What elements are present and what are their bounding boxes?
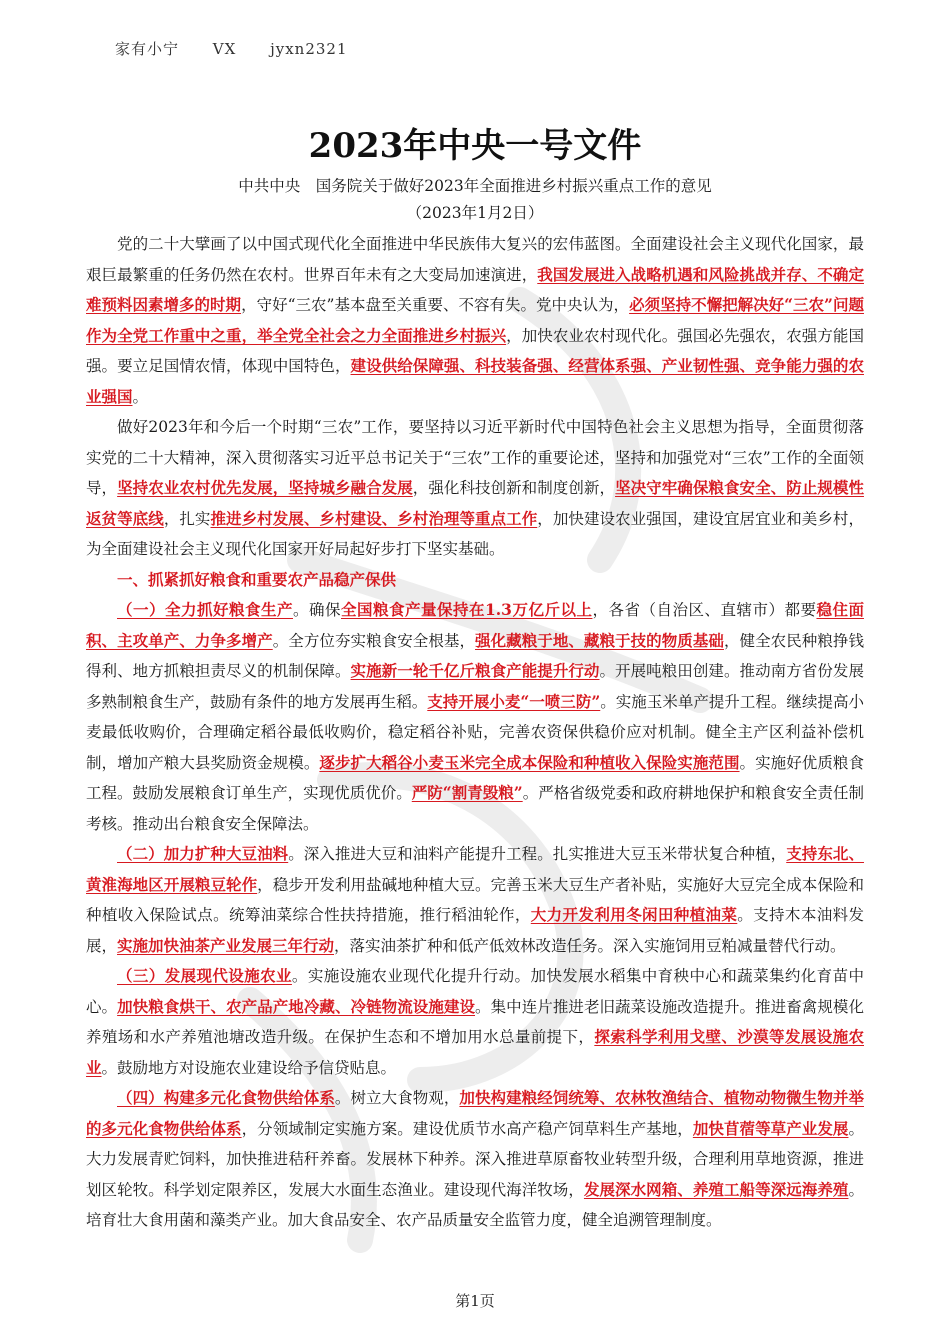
- body-paragraph: [86, 229, 864, 412]
- highlighted-text: 支持开展小麦“一喷三防”: [427, 691, 601, 711]
- highlighted-text: 加快构建粮经饲统筹、农林牧渔结合、植物动物微生物并举的多元化食物供给体系: [86, 1088, 864, 1138]
- paragraph-text: ，守好“三农”基本盘至关重要、不容有失。党中央认为，: [241, 296, 630, 314]
- paragraph-text: 做好2023年和今后一个时期“三农”工作，要坚持以习近平新时代中国特色社会主义思想为指导，全面贯彻落实党的二十大精神，深入贯彻落实习近平总书记关于“三农”工作的重要论述，坚持和加强党对“三农”工作的全面领导，: [86, 418, 864, 497]
- header-name: 家有小宁: [115, 40, 180, 58]
- paragraph-text: ，强化科技创新和制度创新，: [412, 479, 616, 497]
- highlighted-text: 发展深水网箱、养殖工船等深远海养殖: [583, 1179, 849, 1199]
- paragraph-text: 。实施玉米单产提升工程。继续提高小麦最低收购价，合理确定稻谷最低收购价，稳定稻谷补贴，完善农资保供稳价应对机制。健全主产区利益补偿机制，增加产粮大县奖励资金规模。: [86, 692, 864, 772]
- paragraph-text: 。支持木本油料发展，: [86, 906, 864, 955]
- highlighted-text: 大力开发利用冬闲田种植油菜: [530, 905, 738, 924]
- paragraph-text: 。集中连片推进老旧蔬菜设施改造提升。推进畜禽规模化养殖场和水产养殖池塘改造升级。在保护生态和不增加用水总量前提下，: [86, 997, 864, 1046]
- highlighted-text: 实施新一轮千亿斤粮食产能提升行动: [350, 661, 600, 680]
- document-date: （2023年1月2日）: [406, 204, 544, 222]
- body-paragraph: [86, 595, 864, 839]
- body-paragraph: [86, 839, 864, 961]
- highlighted-text: 逐步扩大稻谷小麦玉米完全成本保险和种植收入保险实施范围: [319, 752, 740, 772]
- highlighted-text: 加快苜蓿等草产业发展: [692, 1118, 849, 1138]
- header-vx-label: VX: [212, 40, 237, 58]
- document-body: [86, 229, 864, 1236]
- paragraph-text: ，健全农民种粮挣钱得利、地方抓粮担责尽义的机制保障。: [86, 631, 864, 680]
- highlighted-text: 全国粮食产量保持在1.3万亿斤以上: [341, 600, 593, 619]
- highlighted-text: 稳住面积、主攻单产、力争多增产: [86, 600, 864, 650]
- paragraph-text: ，稳步开发利用盐碱地种植大豆。完善玉米大豆生产者补贴，实施好大豆完全成本保险和种植收入保险试点。统筹油菜综合性扶持措施，推行稻油轮作，: [86, 875, 864, 924]
- document-title: 2023年中央一号文件: [308, 126, 642, 166]
- highlighted-text: （三）发展现代设施农业: [117, 966, 292, 985]
- paragraph-text: ，落实油茶扩种和低产低效林改造任务。深入实施饲用豆粕减量替代行动。: [334, 936, 846, 955]
- body-paragraph: [86, 1083, 864, 1236]
- body-paragraph: [86, 961, 864, 1083]
- page-header: [115, 38, 376, 59]
- paragraph-text: 一、抓紧抓好粮食和重要农产品稳产保供: [117, 569, 397, 589]
- paragraph-text: 。: [132, 387, 149, 406]
- paragraph-text: 。开展吨粮田创建。推动南方省份发展多熟制粮食生产，鼓励有条件的地方发展再生稻。: [86, 662, 864, 711]
- paragraph-text: 。实施好优质粮食工程。鼓励发展粮食订单生产，实现优质优价。: [86, 753, 864, 802]
- paragraph-text: 。实施设施农业现代化提升行动。加快发展水稻集中育秧中心和蔬菜集约化育苗中心。: [86, 967, 864, 1016]
- paragraph-text: 。严格省级党委和政府耕地保护和粮食安全责任制考核。推动出台粮食安全保障法。: [86, 784, 864, 833]
- highlighted-text: 推进乡村发展、乡村建设、乡村治理等重点工作: [210, 508, 538, 528]
- highlighted-text: 建设供给保障强、科技装备强、经营体系强、产业韧性强、竞争能力强的农业强国: [86, 356, 864, 406]
- section-heading: [86, 565, 864, 596]
- highlighted-text: 必须坚持不懈把解决好“三农”问题作为全党工作重中之重，举全党全社会之力全面推进乡村振兴: [86, 295, 864, 345]
- highlighted-text: （二）加力扩种大豆油料: [117, 844, 289, 863]
- paragraph-text: ，分领域制定实施方案。建设优质节水高产稳产饲草料生产基地，: [241, 1119, 693, 1138]
- highlighted-text: 探索科学利用戈壁、沙漠等发展设施农业: [86, 1027, 864, 1077]
- body-paragraph: [86, 412, 864, 565]
- document-subtitle: 中共中央 国务院关于做好2023年全面推进乡村振兴重点工作的意见: [238, 177, 712, 195]
- highlighted-text: 强化藏粮于地、藏粮于技的物质基础: [475, 630, 724, 650]
- highlighted-text: 坚持农业农村优先发展，坚持城乡融合发展: [117, 478, 413, 497]
- paragraph-text: 。大力发展青贮饲料，加快推进秸秆养畜。发展林下种养。深入推进草原畜牧业转型升级，合理利用草地资源，推进划区轮牧。科学划定限养区，发展大水面生态渔业。建设现代海洋牧场，: [86, 1119, 864, 1199]
- highlighted-text: 坚决守牢确保粮食安全、防止规模性返贫等底线: [86, 478, 864, 528]
- paragraph-text: 。培育壮大食用菌和藻类产业。加大食品安全、农产品质量安全监管力度，健全追溯管理制度。: [86, 1180, 864, 1229]
- paragraph-text: ，加快农业农村现代化。强国必先强农，农强方能国强。要立足国情农情，体现中国特色，: [86, 326, 864, 375]
- highlighted-text: （一）全力抓好粮食生产: [117, 600, 293, 619]
- paragraph-text: ，各省（自治区、直辖市）都要: [592, 601, 817, 619]
- highlighted-text: 我国发展进入战略机遇和风险挑战并存、不确定难预料因素增多的时期: [86, 264, 864, 314]
- paragraph-text: 。鼓励地方对设施农业建设给予信贷贴息。: [101, 1058, 397, 1077]
- paragraph-text: 。全方位夯实粮食安全根基，: [272, 631, 476, 650]
- highlighted-text: （四）构建多元化食物供给体系: [117, 1088, 335, 1107]
- page-number: 第1页: [455, 1292, 495, 1310]
- highlighted-text: 严防“割青毁粮”: [411, 783, 523, 802]
- highlighted-text: 加快粮食烘干、农产品产地冷藏、冷链物流设施建设: [117, 996, 476, 1016]
- highlighted-text: 支持东北、黄淮海地区开展粮豆轮作: [86, 844, 864, 894]
- highlighted-text: 实施加快油茶产业发展三年行动: [117, 935, 335, 955]
- paragraph-text: 。深入推进大豆和油料产能提升工程。扎实推进大豆玉米带状复合种植，: [288, 845, 787, 863]
- header-vx-id: jyxn2321: [270, 40, 348, 58]
- paragraph-text: ，扎实: [163, 509, 211, 528]
- paragraph-text: 党的二十大擘画了以中国式现代化全面推进中华民族伟大复兴的宏伟蓝图。全面建设社会主义现代化国家，最艰巨最繁重的任务仍然在农村。世界百年未有之大变局加速演进，: [86, 235, 864, 284]
- paragraph-text: ，加快建设农业强国，建设宜居宜业和美乡村，为全面建设社会主义现代化国家开好局起好步打下坚实基础。: [86, 509, 864, 558]
- paragraph-text: 。确保: [293, 601, 341, 619]
- paragraph-text: 。树立大食物观，: [334, 1089, 460, 1107]
